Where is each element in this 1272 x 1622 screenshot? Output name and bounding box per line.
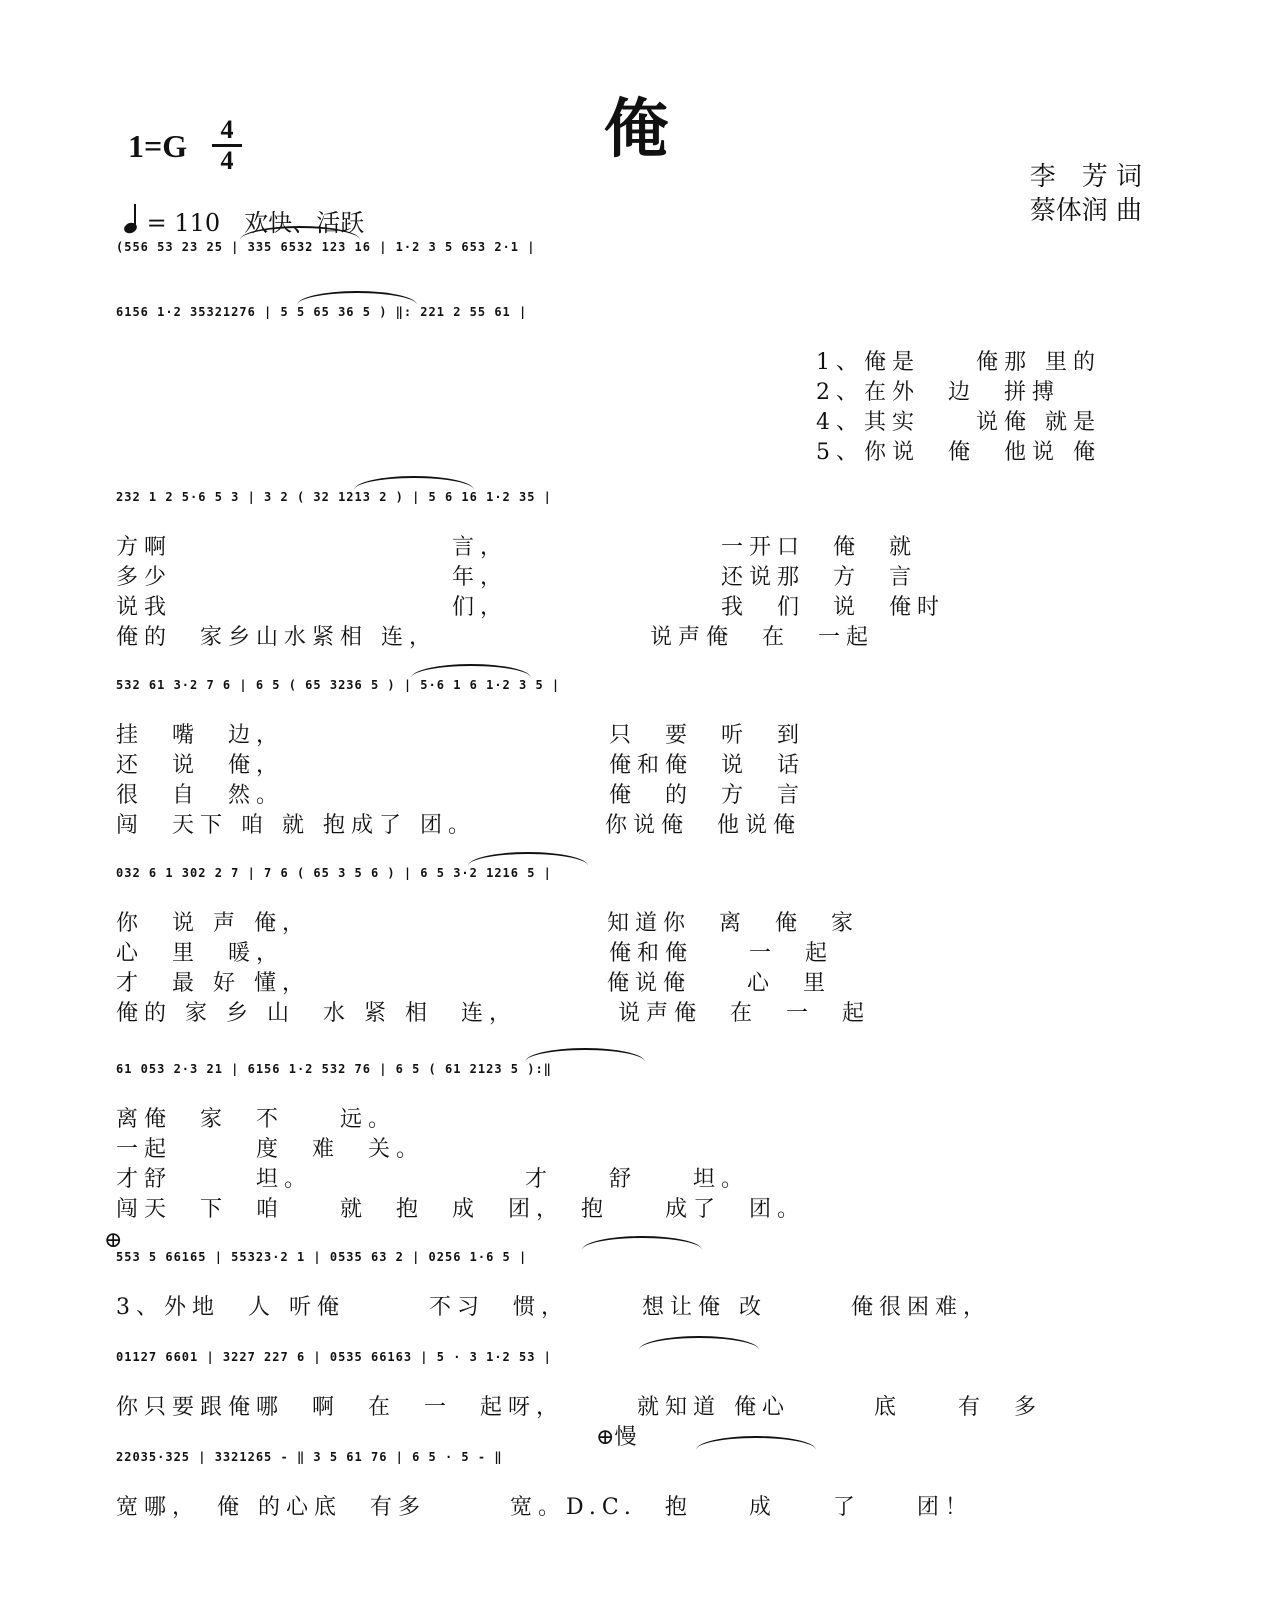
lyric-line: 你只要跟俺哪 啊 在 一 起呀， 就知道 俺心 底 有 多 [116, 1395, 1042, 1420]
lyric-line: 4、其实 说俺 就是 [816, 410, 1101, 435]
lyric-line: 说我 们， 我 们 说 俺时 [116, 595, 946, 620]
lyric-line: 才 最 好 懂， 俺说俺 心 里 [116, 971, 831, 996]
notation-row: 22035·325 | 3321265 - ‖ 3 5 61 76 | 6 5 · 5 - ‖ [116, 1450, 503, 1464]
lyric-line: 俺的 家乡山水紧相 连， 说声俺 在 一起 [116, 625, 874, 650]
lyricist: 李 芳 词 [1029, 162, 1142, 192]
lyric-line: 2、在外 边 拼搏 [816, 380, 1060, 405]
notation-row: 032 6 1 302 2 7 | 7 6 ( 65 3 5 6 ) | 6 5 3·2 1216 5 | [116, 866, 552, 880]
key-signature: 1=G [128, 128, 188, 164]
lyric-line: 很 自 然。 俺 的 方 言 [116, 783, 806, 808]
time-signature [212, 115, 242, 175]
time-signature-top: 4 [220, 115, 234, 144]
lyric-line: 方啊 言， 一开口 俺 就 [116, 535, 918, 560]
notation-row: 01127 6601 | 3227 227 6 | 0535 66163 | 5 · 3 1·2 53 | [116, 1350, 552, 1364]
lyric-line: 闯 天下 咱 就 抱成了 团。 你说俺 他说俺 [116, 813, 801, 838]
slow-coda-mark [596, 1420, 636, 1451]
lyric-line: 一起 度 难 关。 [116, 1137, 425, 1162]
lyric-line: 心 里 暖， 俺和俺 一 起 [116, 941, 834, 966]
lyric-line: 挂 嘴 边， 只 要 听 到 [116, 723, 806, 748]
song-title: 俺 [604, 92, 668, 167]
notation-row: 532 61 3·2 7 6 | 6 5 ( 65 3236 5 ) | 5·6 1 6 1·2 3 5 | [116, 678, 561, 692]
composer: 蔡体润 曲 [1029, 196, 1142, 226]
coda-icon: ⊕ [104, 1228, 123, 1253]
credits [1030, 160, 1142, 228]
lyric-line: 多少 年， 还说那 方 言 [116, 565, 918, 590]
lyric-line: 俺的 家 乡 山 水 紧 相 连， 说声俺 在 一 起 [116, 1001, 870, 1026]
notation-row: 61 053 2·3 21 | 6156 1·2 532 76 | 6 5 ( 61 2123 5 ):‖ [116, 1062, 552, 1076]
lyric-line: 3、外地 人 听俺 不习 惯， 想让俺 改 俺很困难， [116, 1295, 991, 1320]
coda-icon: ⊕ [596, 1425, 615, 1450]
lyric-line: 才舒 坦。 才 舒 坦。 [116, 1167, 750, 1192]
tempo-slow: 慢 [614, 1425, 637, 1450]
lyric-line: 闯天 下 咱 就 抱 成 团， 抱 成了 团。 [116, 1197, 806, 1222]
time-signature-bottom: 4 [220, 146, 234, 175]
tempo-text: = 110 欢快、活跃 [146, 209, 365, 237]
lyric-line: 离俺 家 不 远。 [116, 1107, 397, 1132]
notation-row: 6156 1·2 35321276 | 5 5 65 36 5 ) ‖: 221 2 55 61 | [116, 305, 528, 319]
lyric-line: 你 说 声 俺， 知道你 离 俺 家 [116, 911, 859, 936]
notation-row: 553 5 66165 | 55323·2 1 | 0535 63 2 | 0256 1·6 5 | [116, 1250, 528, 1264]
lyric-line: 宽哪， 俺 的心底 有多 宽。D.C. 抱 成 了 团！ [116, 1495, 973, 1520]
lyric-line: 5、你说 俺 他说 俺 [816, 440, 1101, 465]
notation-row: 232 1 2 5·6 5 3 | 3 2 ( 32 1213 2 ) | 5 6 16 1·2 35 | [116, 490, 552, 504]
notation-row: (556 53 23 25 | 335 6532 123 16 | 1·2 3 5 653 2·1 | [116, 240, 536, 254]
lyric-line: 还 说 俺， 俺和俺 说 话 [116, 753, 806, 778]
lyric-line: 1、俺是 俺那 里的 [816, 350, 1101, 375]
